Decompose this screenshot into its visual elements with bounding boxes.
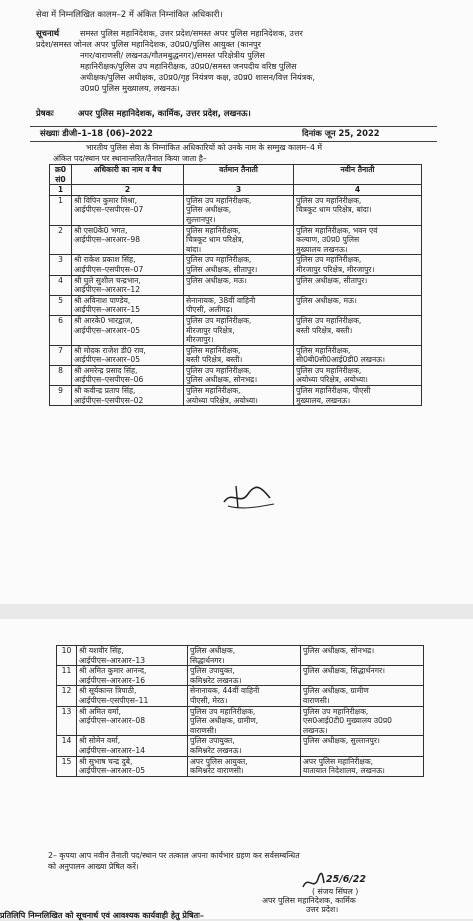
officer-name (72, 345, 184, 365)
row-serial: 4 (50, 275, 72, 295)
current-posting-line: पुलिस अधीक्षक, मऊ। (186, 275, 247, 285)
table-row (57, 756, 424, 776)
new-posting-line: पुलिस अधीक्षक, सुल्तानपुर। (303, 736, 380, 746)
officer-name (77, 706, 188, 736)
new-posting-line: सी0बी0सी0आई0डी0 लखनऊ। (296, 355, 386, 365)
row-serial: 6 (50, 315, 72, 345)
current-posting (184, 365, 294, 385)
info-recipient-line: नगर/वाराणसी/ लखनऊ/गौतमबुद्धनगर)/समस्त परिक्षेत्रीय पुलिस (80, 50, 265, 60)
new-posting-line: मुख्यालय लखनऊ। (296, 244, 348, 254)
table-row (50, 295, 422, 315)
current-posting-line: पुलिस उप महानिरीक्षक, (186, 195, 252, 205)
column-number: 3 (184, 185, 294, 196)
current-posting-line: सुल्तानपुर। (186, 214, 216, 224)
column-number: 1 (50, 185, 72, 196)
current-posting (184, 315, 294, 345)
table-row (50, 255, 422, 275)
copy-to-line: प्रतिलिपि निम्नलिखित को सूचनार्थ एवं आवश्यक कार्यवाही हेतु प्रेषितः– (0, 911, 204, 920)
instruction-note: को अनुपालन आख्या प्रेषित करें। (48, 862, 139, 871)
new-posting (294, 255, 422, 275)
row-serial: 7 (50, 345, 72, 365)
info-recipient-line: अधीक्षक/पुलिस अधीक्षक, उ0प्र0/गृह नियंत्रण कक्ष, उ0प्र0 शासन/वित्त नियंत्रक, (80, 72, 315, 82)
officer-name-line: आईपीएस–आरआर–05 (74, 325, 141, 335)
row-serial: 2 (50, 225, 72, 255)
current-posting (184, 275, 294, 295)
officer-name (72, 365, 184, 385)
new-posting-line: अयोध्या परिक्षेत्र, अयोध्या। (296, 375, 368, 385)
table-row (57, 736, 424, 756)
table-row (50, 195, 422, 225)
current-posting-line: अपर पुलिस आयुक्त, (190, 756, 248, 766)
row-serial: 9 (50, 386, 72, 406)
current-posting-line: पुलिस महानिरीक्षक, (186, 345, 241, 355)
new-posting-line: बस्ती परिक्षेत्र, बस्ती। (296, 325, 353, 335)
current-posting-line: पुलिस अधीक्षक, (190, 646, 236, 655)
new-posting-line: वाराणसी। (303, 695, 330, 705)
officer-name-line: श्री सोमेन वर्मा, (79, 736, 121, 746)
officer-name-line: आईपीएस–आरआर–08 (79, 716, 146, 726)
current-posting-line: मीरजापुर। (186, 335, 214, 345)
new-posting-line: पुलिस महानिरीक्षक, (296, 345, 351, 355)
officer-name-line: श्री यशवीर सिंह, (79, 646, 124, 655)
current-posting-line: पुलिस अधीक्षक, सोनभद्र। (186, 375, 258, 385)
current-posting-line: पुलिस महानिरीक्षक, (186, 225, 241, 235)
header-officer-name: अधिकारी का नाम व बैच (72, 165, 184, 185)
officer-name-line: आईपीएस–एसपीएस–02 (74, 395, 144, 405)
officer-name (77, 756, 188, 776)
new-posting-line: यातायात निदेशालय, लखनऊ। (303, 766, 385, 776)
current-posting-line: मीरजापुर परिक्षेत्र, (186, 325, 235, 335)
current-posting-line: कमिश्नरेट लखनऊ। (190, 675, 242, 685)
info-label: सूचनार्थ (36, 28, 60, 38)
sender: अपर पुलिस महानिदेशक, कार्मिक, उत्तर प्रदेश, लखनऊ। (78, 108, 251, 118)
new-posting (294, 225, 422, 255)
new-posting (294, 315, 422, 345)
row-serial: 10 (57, 646, 77, 666)
officer-name (72, 275, 184, 295)
current-posting-line: वाराणसी। (190, 725, 217, 735)
table-row (50, 315, 422, 345)
row-serial: 12 (57, 686, 77, 706)
new-posting-line: पुलिस उप महानिरीक्षक, (296, 365, 362, 375)
new-posting-line: पुलिस अधीक्षक, मऊ। (296, 295, 357, 305)
current-posting (184, 295, 294, 315)
current-posting-line: पुलिस उप महानिरीक्षक, (190, 706, 256, 716)
current-posting-line: पुलिस उप महानिरीक्षक, (186, 315, 252, 325)
new-posting-line: पुलिस उप महानिरीक्षक, (296, 315, 362, 325)
new-posting-line: मीरजापुर परिक्षेत्र, मीरजापुर। (296, 264, 375, 274)
transfer-table-continued (56, 645, 424, 777)
new-posting-line: लखनऊ। (303, 725, 328, 735)
officer-name (72, 386, 184, 406)
new-posting (301, 646, 424, 666)
new-posting (301, 736, 424, 756)
officer-name-line: श्री अमित वर्मा, (79, 706, 121, 716)
officer-name-line: श्री कवीन्द्र प्रताप सिंह, (74, 386, 136, 396)
officer-name (72, 255, 184, 275)
current-posting-line: पुलिस महानिरीक्षक, (186, 386, 241, 396)
officer-name (72, 295, 184, 315)
sender-label: प्रेषकः (36, 108, 54, 118)
officer-name-line: श्री एस0के0 भगत, (74, 225, 128, 235)
current-posting-line: पुलिस अधीक्षक, सीतापुर। (186, 264, 258, 274)
header-serial: क्र0 सं0 (50, 165, 72, 185)
current-posting (184, 345, 294, 365)
table-row (57, 666, 424, 686)
current-posting-line: पुलिस अधीक्षक, (186, 205, 232, 215)
officer-name (77, 686, 188, 706)
officer-name-line: श्री राकेश प्रकाश सिंह, (74, 255, 136, 265)
info-recipient-line: समस्त पुलिस महानिदेशक, उत्तर प्रदेश/समस्त अपर पुलिस महानिदेशक, उत्तर (80, 28, 303, 38)
current-posting (188, 646, 301, 666)
table-row (50, 365, 422, 385)
current-posting-line: कमिश्नरेट वाराणसी। (190, 766, 244, 776)
officer-name-line: आईपीएस–आरआर–16 (79, 675, 146, 685)
divider (30, 126, 437, 127)
officer-name-line: श्री विपिन कुमार मिश्रा, (74, 195, 137, 205)
officer-name-line: श्री अमरेन्द्र प्रसाद सिंह, (74, 365, 138, 375)
info-recipient-line: प्रदेश/समस्त जोनल अपर पुलिस महानिदेशक, उ0प्र0/पुलिस आयुक्त (कानपुर (36, 39, 261, 49)
current-posting-line: सेनानायक, 38वीं वाहिनी (186, 295, 256, 305)
new-posting (294, 195, 422, 225)
current-posting (188, 736, 301, 756)
current-posting-line: अयोध्या परिक्षेत्र, अयोध्या। (186, 395, 258, 405)
reference-date: दिनांक जून 25, 2022 (302, 128, 380, 138)
officer-name (72, 195, 184, 225)
reference-number: संख्याः डीजी–1–18 (06)–2022 (40, 128, 153, 138)
row-serial: 15 (57, 756, 77, 776)
current-posting-line: बांदा। (186, 244, 202, 254)
officer-name-line: आईपीएस–एसपीएस–11 (79, 695, 149, 705)
document-page-2 (0, 619, 473, 919)
officer-name-line: आईपीएस–आरआर–14 (79, 745, 146, 755)
instruction-note: 2– कृपया आप नवीन तैनाती पद/स्थान पर तत्काल अपना कार्यभार ग्रहण कर सर्वसम्बन्धित (48, 851, 300, 860)
current-posting (184, 195, 294, 225)
current-posting (188, 706, 301, 736)
signatory-name: ( संजय सिंघल ) (312, 887, 359, 896)
officer-name-line: श्री अमित कुमार आनन्द, (79, 666, 147, 676)
new-posting (294, 365, 422, 385)
new-posting (301, 666, 424, 686)
row-serial: 13 (57, 706, 77, 736)
current-posting (188, 666, 301, 686)
current-posting (184, 225, 294, 255)
officer-name-line: आईपीएस–आरआर–12 (74, 285, 141, 295)
current-posting (184, 255, 294, 275)
new-posting-line: पुलिस उप महानिरीक्षक, (303, 706, 369, 716)
column-number: 4 (294, 185, 422, 196)
new-posting (301, 756, 424, 776)
current-posting-line: पुलिस उपायुक्त, (190, 666, 235, 676)
current-posting-line: पुलिस उप महानिरीक्षक, (186, 365, 252, 375)
table-row (50, 275, 422, 295)
officer-name-line: आईपीएस–आरआर–05 (74, 355, 141, 365)
officer-name (77, 646, 188, 666)
current-posting-line: कमिश्नरेट लखनऊ। (190, 745, 242, 755)
new-posting-line: पुलिस उप महानिरीक्षक, (296, 255, 362, 265)
current-posting-line: चित्रकूट धाम परिक्षेत्र, (186, 235, 245, 245)
row-serial: 8 (50, 365, 72, 385)
table-row (57, 646, 424, 666)
new-posting-line: पुलिस उप महानिरीक्षक, (296, 195, 362, 205)
officer-name (72, 315, 184, 345)
new-posting-line: पुलिस अधीक्षक, सोनभद्र। (303, 646, 375, 655)
new-posting-line: चित्रकूट धाम परिक्षेत्र, बांदा। (296, 205, 372, 215)
row-serial: 5 (50, 295, 72, 315)
officer-name-line: आईपीएस–एसपीएस–06 (74, 375, 144, 385)
current-posting-line: पुलिस अधीक्षक, ग्रामीण, (190, 716, 259, 726)
officer-name (72, 225, 184, 255)
new-posting (294, 345, 422, 365)
row-serial: 11 (57, 666, 77, 686)
column-number: 2 (72, 185, 184, 196)
table-row (57, 706, 424, 736)
officer-name-line: आईपीएस–आरआर–05 (79, 766, 146, 776)
new-posting-line: अपर पुलिस महानिरीक्षक, (303, 756, 374, 766)
intro-line: अंकित पद/स्थान पर स्थानान्तरित/तैनात किया जाता है– (53, 154, 207, 163)
new-posting-line: पुलिस अधीक्षक, सिद्धार्थनगर। (303, 666, 385, 676)
officer-name-line: श्री सूर्यकान्त त्रिपाठी, (79, 686, 137, 696)
info-recipient-line: महानिरीक्षक/पुलिस उप महानिरीक्षक, उ0प्र0/समस्त जनपदीय वरिष्ठ पुलिस (80, 61, 297, 71)
header-new-posting: नवीन तैनाती (294, 165, 422, 185)
current-posting (184, 386, 294, 406)
officer-name-line: श्री आरके0 भारद्वाज, (74, 315, 133, 325)
table-header-row (50, 165, 422, 185)
officer-name-line: श्री घुले सुशील चन्द्रभान, (74, 275, 141, 285)
signature-date: 25/6/22 (326, 874, 366, 885)
new-posting-line: मुख्यालय, लखनऊ। (296, 395, 351, 405)
current-posting-line: बस्ती परिक्षेत्र, बस्ती। (186, 355, 243, 365)
new-posting (294, 275, 422, 295)
officer-name-line: श्री मोदक राजेश डी0 राव, (74, 345, 146, 355)
table-column-number-row (50, 185, 422, 196)
officer-name-line: आईपीएस–आरआर–13 (79, 655, 146, 665)
officer-name (77, 736, 188, 756)
row-serial: 1 (50, 195, 72, 225)
table-row (50, 345, 422, 365)
current-posting-line: सिद्धार्थनगर। (190, 655, 225, 665)
table-row (50, 386, 422, 406)
officer-name-line: आईपीएस–एसपीएस–07 (74, 264, 144, 274)
officer-name-line: आईपीएस–एसपीएस–07 (74, 205, 144, 215)
current-posting-line: पीएसी, अलीगढ़। (186, 305, 233, 315)
table-row (57, 686, 424, 706)
current-posting-line: सेनानायक, 44वीं वाहिनी (190, 686, 260, 696)
new-posting (294, 295, 422, 315)
new-posting-line: पुलिस अधीक्षक, ग्रामीण (303, 686, 369, 696)
new-posting-line: पुलिस अधीक्षक, सीतापुर। (296, 275, 368, 285)
officer-name-line: आईपीएस–आरआर–98 (74, 235, 141, 245)
officer-name-line: श्री सुभाष चन्द्र दुबे, (79, 756, 133, 766)
info-recipient-line: उ0प्र0 पुलिस मुख्यालय, लखनऊ। (80, 83, 180, 93)
current-posting-line: पीएसी, मेरठ। (190, 695, 228, 705)
table-row (50, 225, 422, 255)
signatory-place: उत्तर प्रदेश। (306, 905, 339, 914)
row-serial: 14 (57, 736, 77, 756)
new-posting-line: एस0आई0टी0 मुख्यालय उ0प्र0 (303, 716, 392, 726)
new-posting-line: कल्याण, उ0प्र0 पुलिस (296, 235, 360, 245)
row-serial: 3 (50, 255, 72, 275)
signatory-title: अपर पुलिस महानिदेशक, कार्मिक (262, 896, 356, 905)
officer-name (77, 666, 188, 686)
new-posting (294, 386, 422, 406)
current-posting (188, 686, 301, 706)
officer-name-line: श्री अविनाश पाण्डेय, (74, 295, 131, 305)
new-posting (301, 706, 424, 736)
current-posting-line: पुलिस उप महानिरीक्षक, (186, 255, 252, 265)
new-posting-line: पुलिस महानिरीक्षक, भवन एवं (296, 225, 378, 235)
header-current-posting: वर्तमान तैनाती (184, 165, 294, 185)
transfer-table (49, 164, 422, 406)
signature-initials (218, 480, 278, 514)
new-posting (301, 686, 424, 706)
intro-line: भारतीय पुलिस सेवा के निम्नांकित अधिकारियों को उनके नाम के सम्मुख कालम–4 में (86, 143, 323, 152)
current-posting (188, 756, 301, 776)
current-posting-line: पुलिस उपायुक्त, (190, 736, 235, 746)
new-posting-line: पुलिस महानिरीक्षक, पीएसी (296, 386, 371, 396)
officer-name-line: आईपीएस–आरआर–15 (74, 305, 141, 315)
service-line: सेवा में निम्नलिखित कालम–2 में अंकित निम्नांकित अधिकारी। (36, 9, 223, 19)
